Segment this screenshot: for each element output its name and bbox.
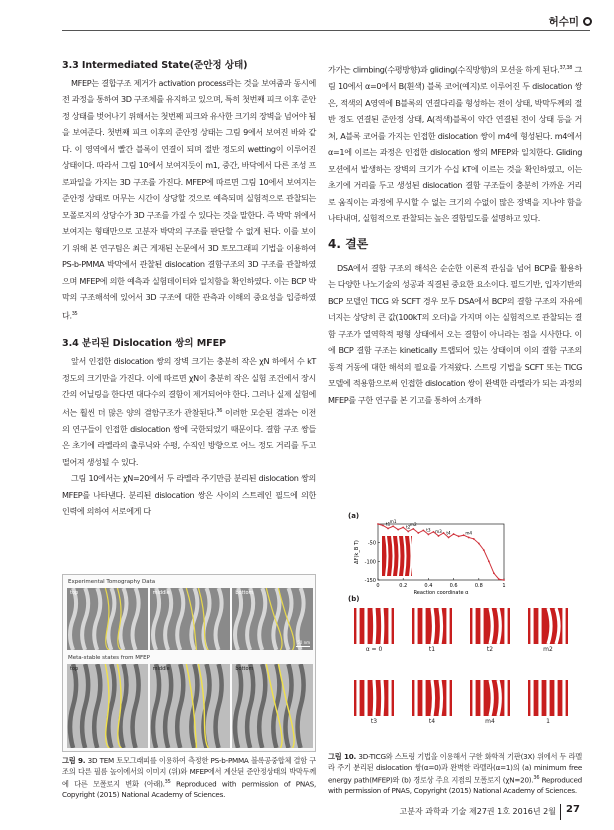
x-tick-label-5: 1 [502, 583, 506, 589]
morphology-tile-0 [354, 608, 394, 644]
fig9-mfep-panel-middle [150, 664, 231, 748]
fig9-mfep-tag-top: top [70, 666, 79, 672]
figure-9-caption: 그림 9. 3D TEM 토모그래피를 이용하여 측정한 PS-b-PMMA 블록공중합체 결함 구조의 다른 필름 높이에서의 이미지 (위)와 MFEP에서 계산된 준안정상태의 박막두께에 다른 모폴로지 변화 (아래).$^{35}$ Reproduced with permission of PNAS, Copyright (2015) National Academy of Sciences. [62, 756, 317, 800]
author-name: 허수미 [548, 16, 579, 28]
morphology-tile-label-6: m4 [485, 718, 495, 725]
mfep-point-16 [458, 535, 460, 537]
annotation-t3: t3 [426, 527, 431, 533]
section-3-3-heading: 3.3 Intermediated State(준안정 상태) [62, 60, 248, 71]
running-header [549, 14, 592, 29]
x-tick-label-4: 0.8 [474, 583, 483, 589]
section-3-4-paragraph-a: 앞서 인접한 dislocation 쌍의 장벽 크기는 충분히 작은 χN 하에서 수 kT 정도의 크기만을 가진다. 이에 따르면 χN이 충분히 작은 실험 조건에서 장시간의 어닐링을 한다면 대다수의 결함이 제거되어야 한다. 그러나 실제 실험에서는 훨씬 더 많은 양의 결함구조가 관찰된다.$^{36}$ 이러한 모순된 결과는 이전의 연구들이 인접한 dislocation 쌍에 국한되었기 때문이다. 결함 구조 쌍들은 초기에 라멜라의 출루닉와 수평, 수직인 방향으로 어느 정도 거리를 두고 떨어져 생성될 수 있다. [62, 356, 317, 467]
section-3-4-paragraph-b: 그림 10에서는 χN=20에서 두 라멜라 주기만큼 분리된 dislocation 쌍의 MFEP를 나타낸다. 분리된 dislocation 쌍은 사이의 스트레인 필드에 의한 인력에 의하여 서로에게 다 [62, 473, 316, 517]
fig9-experimental-strip [67, 588, 313, 650]
fig9-exp-panel-middle [150, 588, 231, 650]
fig9-top-label: Experimental Tomography Data [68, 579, 156, 585]
x-tick-label-1: 0.2 [399, 583, 408, 589]
mfep-point-24 [498, 578, 500, 580]
morphology-tile-1 [412, 608, 452, 644]
scale-bar-label: 50 nm [297, 640, 311, 645]
section-3-4-heading: 3.4 분리된 Dislocation 쌍의 MFEP [62, 338, 226, 350]
fig9-exp-tag-middle: middle [152, 590, 170, 596]
x-axis-label: Reaction coordinate α [413, 590, 469, 596]
annotation-m3: m3 [435, 528, 442, 534]
figure-10 [348, 512, 584, 748]
mfep-point-25 [503, 579, 505, 581]
mfep-point-1 [382, 525, 384, 527]
morphology-tile-label-7: 1 [546, 718, 550, 725]
mfep-point-2 [387, 528, 389, 530]
x-tick-label-2: 0.4 [424, 583, 433, 589]
mfep-point-10 [428, 534, 430, 536]
section-4-heading: 4. 결론 [328, 236, 369, 251]
mfep-point-17 [463, 534, 465, 536]
mfep-point-6 [407, 531, 409, 533]
mfep-point-4 [397, 529, 399, 531]
journal-footer: 고분자 과학과 기술 제27권 1호 2016년 2월 [399, 807, 556, 816]
mfep-chart [348, 516, 584, 598]
mfep-point-11 [433, 531, 435, 533]
fig9-mfep-panel-top [67, 664, 148, 748]
right-column [328, 60, 582, 408]
morphology-tile-label-3: m2 [543, 646, 553, 653]
figure-9 [62, 574, 316, 752]
mfep-point-3 [392, 525, 394, 527]
fig9-exp-tag-bottom: bottom [235, 590, 254, 596]
mfep-point-9 [422, 529, 424, 531]
footer-rule [560, 804, 561, 820]
y-axis-label: ΔF(k_B T) [354, 540, 360, 564]
annotation-m1: m1 [389, 519, 397, 525]
mfep-point-0 [377, 523, 379, 525]
fig10-label-a: (a) [348, 512, 360, 520]
section-3-3-paragraph: MFEP는 결합구조 제거가 activation process라는 것을 보여줌과 동시에 전 과정을 통하여 3D 구조체를 유지하고 있으며, 특히 첫번째 피크 이후 준안정 상태를 벗어나기 위해서는 첫번째 피크와 유사한 크기의 장벽을 넘어야 됨을 보여준다. 첫번째 피크 이후의 준안정 상태는 그림 9에서 보여진 바와 같다. 이 영역에서 빨간 블록이 연결이 되며 절반 정도의 wetting이 이루어진 상태이다. 따라서 그림 10에서 보여지듯이 m1, 중간, 바닥에서 다른 조성 프로파일을 가지는 3D 구조를 가진다. MFEP에 따르면 그림 10에서 보여지는 준안정 상태로 머무는 시간이 상당할 것으로 예측되며 실험적으로 관찰되는 모폴로지의 상당수가 3D 구조를 가질 수 있다는 것을 말한다. 즉 박막 위에서 보여지는 형태만으로 고분자 박막의 구조를 판단할 수 없게 된다. 이를 보이기 위해 본 연구팀은 최근 게재된 논문에서 3D 토모그래피 기법을 이용하여 PS-b-PMMA 박막에서 관찰된 dislocation 결함구조의 3D 구조를 관찰하였으며 MFEP에 의한 예측과 실험데이터와 일치함을 확인하였다. 이는 BCP 박막의 구조해석에 있어서 3D 구조에 대한 관측과 이해의 중요성을 입증하였다.$^{35}$ [62, 77, 316, 321]
morphology-tile-label-2: t2 [486, 646, 494, 653]
mfep-point-22 [488, 560, 490, 562]
morphology-tile-label-1: t1 [428, 646, 436, 653]
mfep-point-20 [478, 543, 480, 545]
fig9-exp-panel-top [67, 588, 148, 650]
morphology-tile-label-4: t3 [370, 718, 378, 725]
mfep-point-15 [453, 533, 455, 535]
annotation-t2: t2 [406, 524, 411, 530]
annotation-m2: m2 [409, 521, 417, 527]
x-tick-label-3: 0.6 [449, 583, 458, 589]
fig9-exp-tag-top: top [70, 590, 79, 596]
fig9-mfep-panel-bottom [232, 664, 313, 748]
ref-36: 36 [216, 407, 223, 414]
mfep-point-21 [483, 549, 485, 551]
fig9-exp-panel-bottom [232, 588, 313, 650]
morphology-tile-5 [412, 680, 452, 716]
morphology-tile-label-5: t4 [428, 718, 436, 725]
fig9-mfep-tag-middle: middle [152, 666, 170, 672]
mfep-point-23 [493, 572, 495, 574]
fig10-label-b: (b) [348, 595, 360, 603]
scale-bar [296, 646, 310, 647]
x-tick-label-0: 0 [376, 583, 380, 589]
morphology-tile-7 [528, 680, 568, 716]
morphology-tile-3 [528, 608, 568, 644]
ref-35: 35 [71, 310, 78, 317]
mfep-point-18 [468, 537, 470, 539]
figure-10-caption: 그림 10. 3D-TICG와 스트링 기법을 이용해서 구한 화학적 기판(3X) 위에서 두 라멜라 주기 분리된 dislocation 쌍(α=0)과 완벽한 라멜라(α=1)의 (a) minimum free energy path(MFEP)와 (b) 경로상 주요 지점의 모폴로지 (χN=20).$^{36}$ Reproduced with permission of PNAS, Copyright (2015) National Academy of Sciences. [328, 752, 582, 796]
page-number: 27 [566, 804, 580, 815]
mfep-point-5 [402, 526, 404, 528]
morphology-tile-6 [470, 680, 510, 716]
mfep-point-8 [417, 532, 419, 534]
fig9-mfep-tag-bottom: bottom [235, 666, 254, 672]
annotation-m4: m4 [465, 530, 473, 536]
fig9-bottom-label: Meta-stable states from MFEP [68, 655, 150, 661]
mfep-point-12 [438, 535, 440, 537]
header-rule [62, 30, 590, 31]
ref-37-38: 37,38 [559, 65, 573, 71]
y-tick-label-0: -50 [367, 540, 376, 547]
mfep-point-7 [412, 528, 414, 530]
morphology-tile-label-0: α = 0 [365, 646, 383, 653]
y-tick-label-2: -150 [364, 578, 376, 584]
annotation-t1: t1 [385, 521, 391, 527]
y-tick-label-1: -100 [364, 559, 376, 566]
annotation-t4: t4 [446, 530, 451, 536]
section-3-4-continuation: 가가는 climbing(수평방향)과 gliding(수직방향)의 모션을 하게 된다.$^{37,38}$ 그림 10에서 α=0에서 B(흰색) 블록 코어(예지)로 이루어진 두 dislocation 쌍은, 적색의 A영역에 B블록의 연결다리를 형성하는 전이 상태, 박막두께의 절반 정도 연결된 준안정 상태, A(적색)블록이 약간 연결된 전이 상태 등을 거쳐, A블록 코어를 가지는 인접한 dislocation 쌍이 m4에 형성된다. m4에서 α=1에 이르는 과정은 인접한 dislocation 쌍의 MFEP와 일치한다. Gliding 모션에서 발생하는 장벽의 크기가 수십 kT에 이르는 것을 확인하였고, 이는 초기에 거리를 두고 생성된 dislocation 결함 구조들이 충분히 가까운 거리로 움직이는 과정에 무시할 수 없는 크기의 수없이 많은 장벽을 지나야 함을 나타내며, 실험적으로 관찰되는 높은 결함밀도를 설명하고 있다. [328, 64, 582, 224]
mfep-point-19 [473, 538, 475, 540]
section-4-paragraph: DSA에서 결함 구조의 해석은 순순한 이론적 관심을 넘어 BCP를 활용하는 다양한 나노기술의 성공과 직결된 중요한 요소이다. 필드기반, 입자기반의 BCP 모델인 TICG 와 SCFT 경우 모두 DSA에서 BCP의 결함 구조의 자유에너지는 상당히 큰 값(100kT의 오더)을 가지며 이는 실험적으로 관찰되는 결함 구조가 열역학적 평형 상태에서 오는 결함이 아니라는 점을 시사한다. 이에 BCP 결함 구조는 kinetically 트랩되어 있는 상태이며 이의 결함 구조의 동적 거동에 대한 해석의 필요를 가져왔다. 스트링 기법을 SCFT 또는 TICG 모델에 적용함으로써 인접한 dislocation 쌍이 완벽한 라멜라가 되는 과정의 MFEP를 구한 연구를 본 기고를 통하여 소개하 [328, 262, 582, 405]
mfep-point-14 [448, 537, 450, 539]
fig9-mfep-strip [67, 664, 313, 748]
left-column [62, 60, 316, 520]
morphology-tile-4 [354, 680, 394, 716]
morphology-tile-2 [470, 608, 510, 644]
ring-icon [583, 17, 592, 26]
mfep-point-13 [443, 532, 445, 534]
